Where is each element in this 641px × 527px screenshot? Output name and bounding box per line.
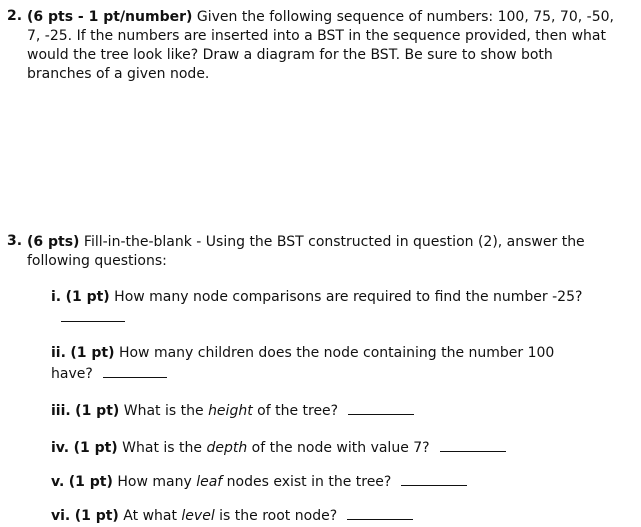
sub-question-term: leaf: [196, 474, 223, 490]
answer-blank[interactable]: [103, 363, 167, 378]
sub-question-text-end: of the node with value 7?: [251, 440, 430, 456]
question-text: Fill-in-the-blank - Using the BST constructed in question (2), answer the following questions:: [27, 234, 585, 269]
sub-question-points: (1 pt): [75, 403, 120, 419]
sub-question-vi: [51, 505, 591, 526]
sub-question-points: (1 pt): [73, 440, 118, 456]
sub-question-text-end: of the tree?: [257, 403, 339, 419]
question-2: [0, 8, 620, 84]
sub-question-term: height: [208, 403, 253, 419]
sub-question-text-end: is the root node?: [219, 508, 338, 524]
question-body: [27, 233, 620, 271]
question-number: 3.: [7, 233, 23, 249]
sub-question-label: vi.: [51, 508, 71, 524]
sub-question-text-end: nodes exist in the tree?: [226, 474, 392, 490]
sub-question-points: (1 pt): [74, 508, 119, 524]
answer-blank[interactable]: [440, 437, 506, 452]
question-body: [27, 8, 620, 84]
question-3: [0, 233, 620, 271]
answer-blank[interactable]: [401, 471, 467, 486]
question-number: 2.: [7, 8, 23, 24]
sub-question-text: How many: [117, 474, 192, 490]
answer-blank[interactable]: [348, 400, 414, 415]
sub-question-label: iv.: [51, 440, 70, 456]
sub-question-text: How many children does the node containing the number 100 have?: [51, 345, 555, 382]
question-text: Given the following sequence of numbers: 100, 75, 70, -50, 7, -25. If the numbers are inserted into a BST in the sequence provided, then what would the tree look like? Draw a diagram for the BST. Be sure to show both branches of a given node.: [27, 9, 614, 82]
sub-question-iv: [51, 437, 591, 458]
sub-question-points: (1 pt): [65, 289, 110, 305]
question-points: (6 pts): [27, 234, 80, 250]
sub-question-v: [51, 471, 591, 492]
question-points: (6 pts - 1 pt/number): [27, 9, 193, 25]
sub-question-text: At what: [123, 508, 177, 524]
sub-question-ii: [51, 344, 591, 384]
sub-question-points: (1 pt): [70, 345, 115, 361]
sub-question-points: (1 pt): [68, 474, 113, 490]
sub-question-label: iii.: [51, 403, 71, 419]
sub-question-label: v.: [51, 474, 65, 490]
sub-question-term: level: [181, 508, 215, 524]
sub-question-label: i.: [51, 289, 62, 305]
sub-question-term: depth: [206, 440, 248, 456]
sub-question-text: How many node comparisons are required to find the number -25?: [114, 289, 583, 305]
sub-question-iii: [51, 400, 591, 421]
answer-blank[interactable]: [347, 505, 413, 520]
answer-blank[interactable]: [61, 307, 125, 322]
sub-question-label: ii.: [51, 345, 66, 361]
sub-question-text: What is the: [123, 403, 204, 419]
sub-question-text: What is the: [122, 440, 202, 456]
sub-question-i: [51, 288, 591, 328]
